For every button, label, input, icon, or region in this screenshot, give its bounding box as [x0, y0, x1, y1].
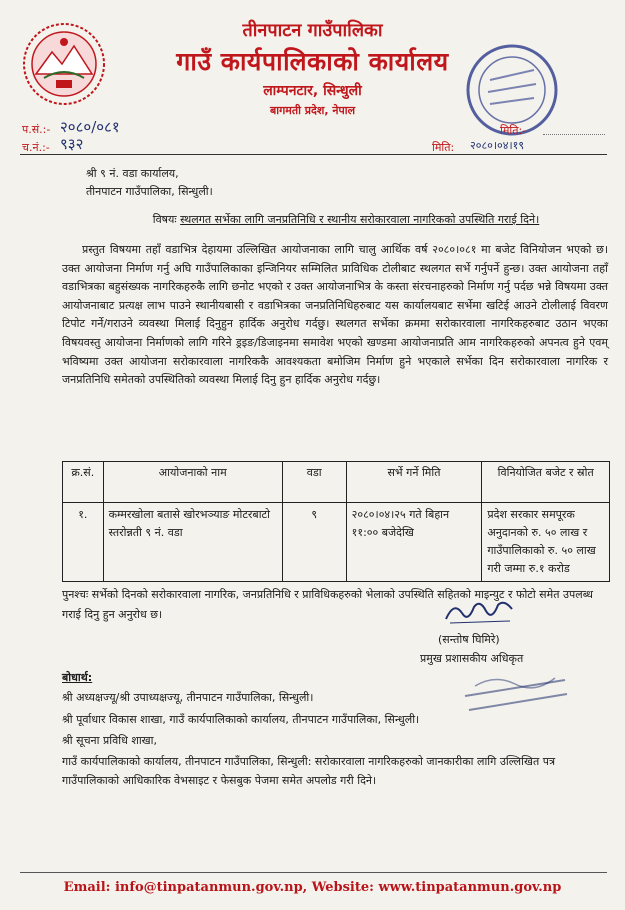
header-divider	[20, 154, 607, 155]
cell-budget: प्रदेश सरकार समपूरक अनुदानको रु. ५० लाख र गाउँपालिकाको रु. ५० लाख गरी जम्मा रु.१ करोड	[482, 503, 610, 582]
cc-line-1: श्री अध्यक्षज्यू/श्री उपाध्यक्षज्यू, तीनपाटन गाउँपालिका, सिन्धुली।	[62, 691, 314, 704]
ps-label: प.सं.:-	[22, 123, 51, 136]
province-name: बागमती प्रदेश, नेपाल	[269, 104, 356, 117]
date-label-2: मिति:	[432, 141, 455, 154]
office-name: गाउँ कार्यपालिकाको कार्यालय	[176, 47, 449, 76]
addressee-line-2: तीनपाटन गाउँपालिका, सिन्धुली।	[86, 185, 213, 198]
letter-body: प्रस्तुत विषयमा तहाँ वडाभित्र देहायमा उल्लिखित आयोजनाका लागि चालु आर्थिक वर्ष २०८०।०८१ मा बजेट विनियोजन भएको छ। उक्त आयोजना निर्माण गर्नु अघि गाउँपालिकाका इन्जिनियर सम्मिलित प्राविधिक टोलीबाट स्थलगत सर्भे गर्नुपर्ने हुन्छ। उक्त आयोजना तहाँ वडाभित्रका बहुसंख्यक नागरिकहरुकै लागि छनोट भएको र उक्त आयोजनाभित्र के कस्ता संरचनाहरुको निर्माण गर्नु पर्दछ भन्ने विषयमा उक्त आयोजनाबाट प्रत्यक्ष लाभ पाउने स्थानीयबासी र वडाभित्रका जनप्रतिनिधिहरुबाट यस कार्यालयबाट सर्भेमा खटिई आउने टोलीलाई विवरण टिपोट गर्ने/गराउने व्यवस्था मिलाई दिनुहुन हार्दिक अनुरोध गर्दछु। स्थलगत सर्भेका क्रममा सरोकारवाला नागरिकहरुबाट उठान भएका विषयवस्तु आयोजना निर्माणको लागि गरिने ड्रइङ/डिजाइनमा समावेश भएको खण्डमा आयोजनाप्रति आम नागरिकहरुको अपनत्व हुने एवम् भविष्यमा उक्त आयोजना सरोकारवाला नागरिककै आवश्यकता बमोजिम निर्माण हुने भएकाले सर्भेका दिन सरोकारवाला नागरिक र जनप्रतिनिधि समेतको उपस्थितिको व्यवस्था मिलाई दिनु हुन हार्दिक अनुरोध गर्दछु।	[62, 243, 608, 387]
subject-line	[86, 212, 606, 227]
footer-contact: Email: info@tinpatanmun.gov.np, Website: www.tinpatanmun.gov.np	[63, 880, 562, 895]
cc-line-4: गाउँ कार्यपालिकाको कार्यालय, तीनपाटन गाउँपालिका, सिन्धुली: सरोकारवाला नागरिकहरुको जानकारीका लागि उल्लिखित पत्र गाउँपालिकाको आधिकारिक वेभसाइट र फेसबुक पेजमा समेत अपलोड गरी दिने।	[62, 755, 556, 787]
office-location: लाम्पनटार, सिन्धुली	[263, 83, 362, 99]
project-table	[62, 461, 610, 582]
signatory-name: (सन्तोष घिमिरे)	[438, 633, 500, 646]
signatory-title: प्रमुख प्रशासकीय अधिकृत	[420, 652, 524, 665]
table-header-row	[63, 462, 610, 503]
addressee-line-1: श्री ९ नं. वडा कार्यालय,	[86, 167, 179, 180]
cc-heading: बोधार्थ:	[62, 671, 93, 684]
col-header-project: आयोजनाको नाम	[103, 462, 282, 503]
cell-date: २०८०।०४।२५ गते बिहान ११:०० बजेदेखि	[346, 503, 482, 582]
subject-label: विषयः	[152, 213, 177, 226]
cc-line-3: श्री सूचना प्रविधि शाखा,	[62, 734, 158, 747]
name-stamp	[455, 666, 575, 722]
date-label: मिति:-	[500, 124, 527, 137]
col-header-ward: वडा	[282, 462, 346, 503]
cn-value: ९३२	[60, 135, 84, 153]
cell-ward: ९	[282, 503, 346, 582]
cc-line-2: श्री पूर्वाधार विकास शाखा, गाउँ कार्यपालिकाको कार्यालय, तीनपाटन गाउँपालिका, सिन्धुली।	[62, 713, 420, 726]
cell-sn: १.	[63, 503, 104, 582]
postscript: पुनश्चः सर्भेको दिनको सरोकारवाला नागरिक, जनप्रतिनिधि र प्राविधिकहरुको भेलाको उपस्थिति सहितको माइन्युट र फोटो समेत उपलब्ध गराई दिनु हुन अनुरोध छ।	[62, 588, 593, 621]
table-row	[63, 503, 610, 582]
date-blank-line	[543, 134, 605, 135]
subject-text: स्थलगत सर्भेका लागि जनप्रतिनिधि र स्थानीय सरोकारवाला नागरिकको उपस्थिति गराई दिने।	[180, 213, 540, 226]
handwritten-signature	[440, 595, 520, 629]
date-value: २०८०।०४।१९	[470, 139, 525, 152]
footer-divider	[20, 872, 607, 873]
col-header-date: सर्भे गर्ने मिति	[346, 462, 482, 503]
municipality-name: तीनपाटन गाउँपालिका	[242, 20, 383, 41]
col-header-budget: विनियोजित बजेट र स्रोत	[482, 462, 610, 503]
cn-label: च.नं.:-	[22, 141, 50, 154]
ps-value: २०८०/०८१	[60, 118, 120, 136]
col-header-sn: क्र.सं.	[63, 462, 104, 503]
cell-project: कम्मरखोला बतासे खोरभञ्याङ मोटरबाटो स्तरोन्नती ९ नं. वडा	[103, 503, 282, 582]
